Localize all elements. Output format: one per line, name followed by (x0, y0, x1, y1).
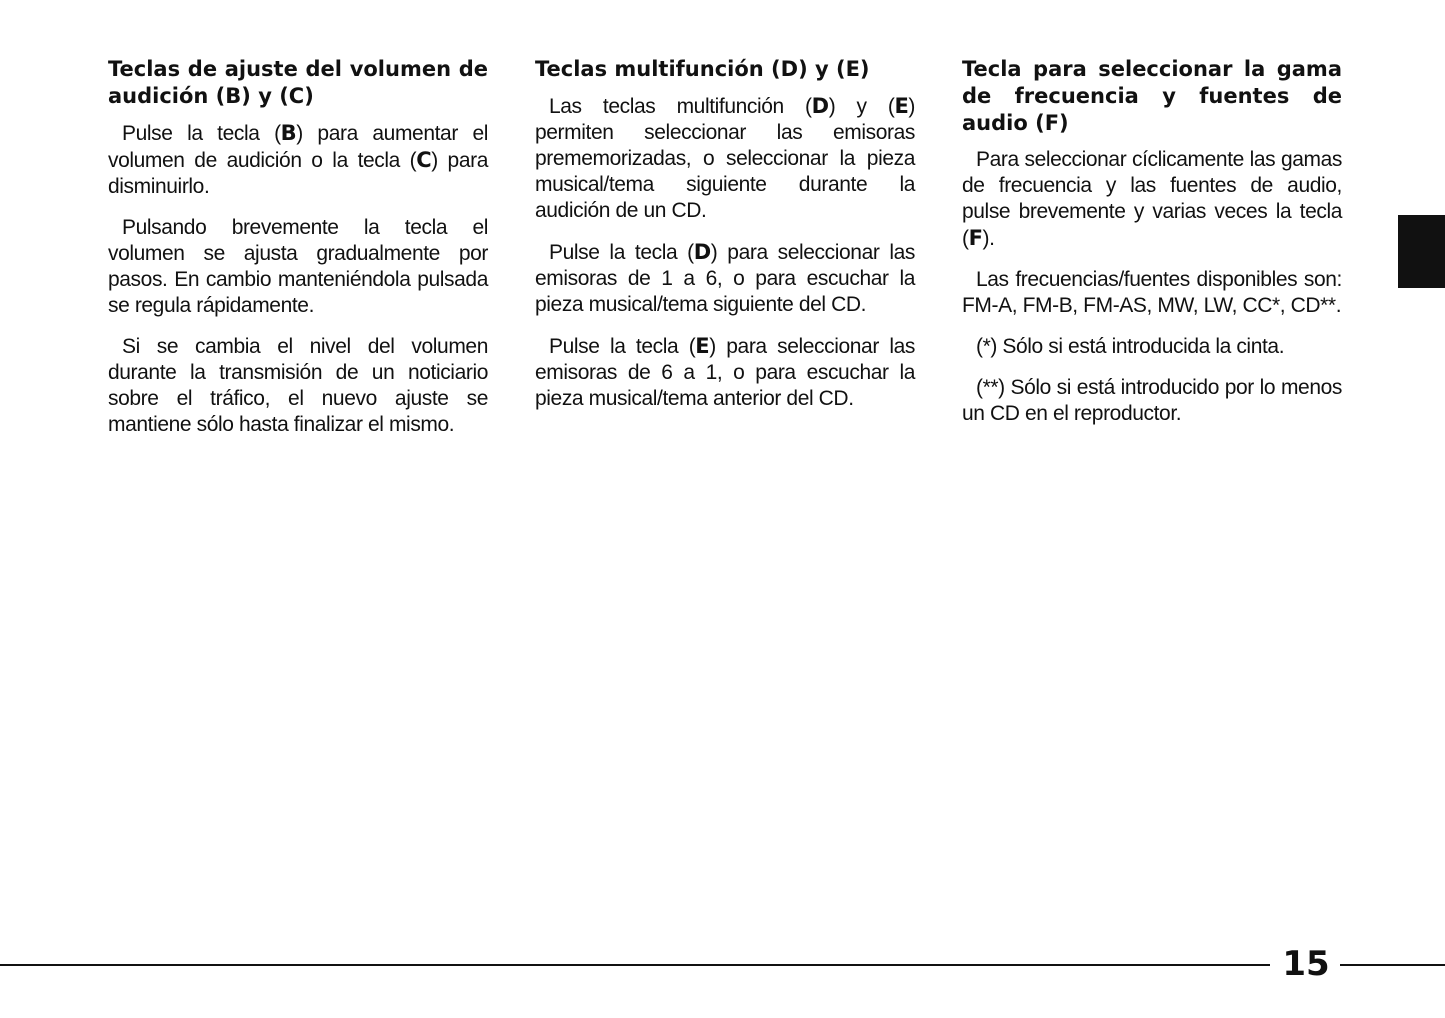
key-label: E (695, 334, 710, 358)
key-label: D (811, 94, 829, 118)
section-heading: Teclas multifunción (D) y (E) (535, 57, 870, 81)
paragraph: Pulsando brevemente la tecla el volumen se ajusta gradualmente por pasos. En cambio manteniéndola pulsada se regula rápidamente. (108, 216, 488, 317)
section-heading: Teclas de ajuste del volumen de audición (B) y (C) (108, 57, 488, 108)
key-label: B (280, 121, 297, 145)
section-heading: Tecla para seleccionar la gama de frecuencia y fuentes de audio (F) (962, 57, 1342, 135)
column-volume-keys (108, 56, 488, 453)
key-label: C (416, 148, 432, 172)
paragraph: Si se cambia el nivel del volumen durante la transmisión de un noticiario sobre el tráfico, el nuevo ajuste se mantiene sólo hasta finalizar el mismo. (108, 335, 488, 436)
paragraph: Para seleccionar cíclicamente las gamas de frecuencia y las fuentes de audio, pulse brevemente y varias veces la tecla (F). (962, 148, 1342, 250)
paragraph: Pulse la tecla (E) para seleccionar las emisoras de 6 a 1, o para escuchar la pieza musical/tema anterior del CD. (535, 334, 915, 410)
key-label: F (968, 226, 983, 250)
page-number: 15 (1282, 944, 1330, 984)
key-label: E (894, 94, 909, 118)
footer-rule-left (0, 964, 1270, 966)
paragraph: Pulse la tecla (D) para seleccionar las emisoras de 1 a 6, o para escuchar la pieza musical/tema siguiente del CD. (535, 240, 915, 316)
footer-rule-right (1340, 964, 1445, 966)
column-frequency-key (962, 56, 1342, 442)
paragraph: Pulse la tecla (B) para aumentar el volumen de audición o la tecla (C) para disminuirlo. (108, 121, 488, 198)
footnote: (*) Sólo si está introducida la cinta. (976, 335, 1285, 358)
paragraph: Las frecuencias/fuentes disponibles son: FM-A, FM-B, FM-AS, MW, LW, CC*, CD**. (962, 268, 1342, 317)
key-label: D (693, 240, 711, 264)
paragraph: Las teclas multifunción (D) y (E) permiten seleccionar las emisoras prememorizadas, o seleccionar la pieza musical/tema siguiente durante la audición de un CD. (535, 94, 915, 222)
column-multifunction-keys (535, 56, 915, 427)
footnote: (**) Sólo si está introducido por lo menos un CD en el reproductor. (962, 376, 1342, 425)
section-tab-marker (1398, 215, 1445, 288)
